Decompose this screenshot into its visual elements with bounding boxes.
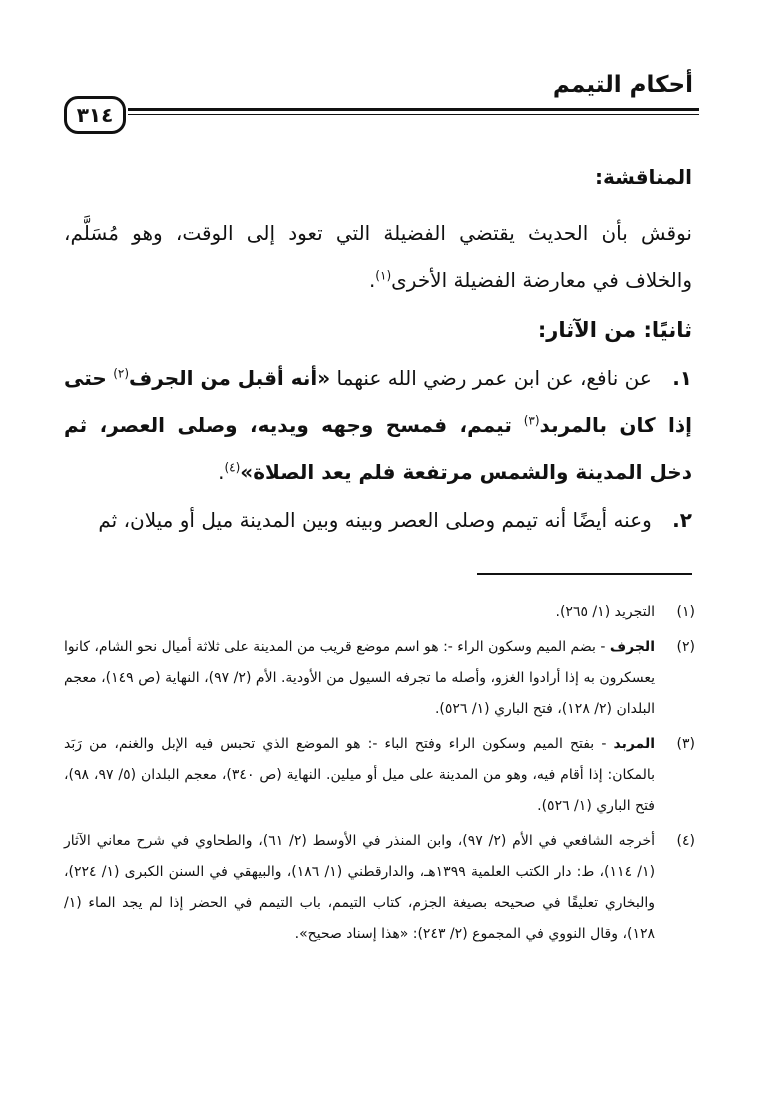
discussion-text: نوقش بأن الحديث يقتضي الفضيلة التي تعود إلى الوقت، وهو مُسَلَّم، والخلاف في معارضة الفضيلة الأخرى bbox=[64, 221, 692, 292]
footnote-text: التجريد (١/ ٢٦٥). bbox=[555, 604, 655, 620]
footnote-number: (٣) bbox=[676, 736, 695, 752]
footnote-ref-4[interactable]: (٤) bbox=[224, 460, 241, 475]
footnote-number: (٢) bbox=[676, 639, 695, 655]
item-1-quote: «أنه أقبل من الجرف bbox=[129, 366, 331, 390]
item-1-text-a: عن نافع، عن ابن عمر رضي الله عنهما bbox=[336, 366, 652, 390]
footnote-4 bbox=[64, 826, 695, 950]
item-2-number: ٢. bbox=[672, 508, 692, 532]
footnote-separator bbox=[477, 573, 692, 575]
item-1-paragraph bbox=[64, 355, 692, 496]
footnote-number: (١) bbox=[676, 604, 695, 620]
footnote-body bbox=[64, 729, 655, 822]
header-rule-thick bbox=[128, 108, 699, 111]
item-2-paragraph bbox=[64, 497, 692, 544]
footnote-text: - بفتح الميم وسكون الراء وفتح الباء -: هو الموضع الذي تحبس فيه الإبل والغنم، من رَبَد بالمكان: إذا أقام فيه، وهو من المدينة على ميل أو ميلين. النهاية (ص ٣٤٠)، معجم البلدان (٥/ ٩٧، ٩٨)، فتح الباري (١/ ٥٢٦). bbox=[64, 736, 656, 814]
discussion-heading: المناقشة: bbox=[594, 165, 692, 189]
running-title: أحكام التيمم bbox=[552, 72, 693, 98]
footnote-number: (٤) bbox=[676, 833, 695, 849]
discussion-end: . bbox=[368, 268, 376, 292]
footnote-ref-2[interactable]: (٢) bbox=[113, 366, 130, 381]
footnote-1 bbox=[64, 597, 695, 628]
footnotes bbox=[64, 597, 695, 954]
footnote-body bbox=[64, 632, 655, 725]
discussion-paragraph bbox=[64, 210, 692, 304]
footnote-2 bbox=[64, 632, 695, 725]
footnote-ref-3[interactable]: (٣) bbox=[523, 413, 540, 428]
footnote-3 bbox=[64, 729, 695, 822]
item-1-number: ١. bbox=[672, 366, 693, 390]
page-number-badge bbox=[64, 96, 126, 134]
item-1-text-b: حتى إذا كان بالمربد bbox=[64, 366, 692, 437]
item-1-end: . bbox=[218, 460, 225, 484]
second-heading: ثانيًا: من الآثار: bbox=[537, 318, 692, 342]
footnote-term: المربد bbox=[613, 736, 655, 752]
footnote-ref-1[interactable]: (١) bbox=[375, 268, 392, 283]
item-1-text-c: تيمم، فمسح وجهه ويديه، وصلى العصر، ثم دخل المدينة والشمس مرتفعة فلم يعد الصلاة» bbox=[64, 413, 692, 484]
footnote-text: - بضم الميم وسكون الراء -: هو اسم موضع قريب من المدينة على ثلاثة أميال نحو الشام، كانوا يعسكرون به إذا أرادوا الغزو، وأصله ما تجرفه السيول من الأودية. الأم (٢/ ٩٧)، النهاية (ص ١٤٩)، معجم البلدان (٢/ ١٢٨)، فتح الباري (١/ ٥٢٦). bbox=[64, 639, 656, 717]
page-number: ٣١٤ bbox=[76, 103, 114, 127]
footnote-text: أخرجه الشافعي في الأم (٢/ ٩٧)، وابن المنذر في الأوسط (٢/ ٦١)، والطحاوي في شرح معاني الآثار (١/ ١١٤)، ط: دار الكتب العلمية ١٣٩٩هـ، والدارقطني (١/ ١٨٦)، والبيهقي في السنن الكبرى (١/ ٢٢٤)، والبخاري تعليقًا في صحيحه بصيغة الجزم، كتاب التيمم، باب التيمم في الحضر إذا لم يجد الماء (١/ ١٢٨)، وقال النووي في المجموع (٢/ ٢٤٣): «هذا إسناد صحيح». bbox=[64, 833, 656, 942]
footnote-term: الجرف bbox=[609, 639, 655, 655]
item-2-text: وعنه أيضًا أنه تيمم وصلى العصر وبينه وبين المدينة ميل أو ميلان، ثم bbox=[98, 508, 652, 532]
header-rule-thin bbox=[128, 114, 699, 115]
